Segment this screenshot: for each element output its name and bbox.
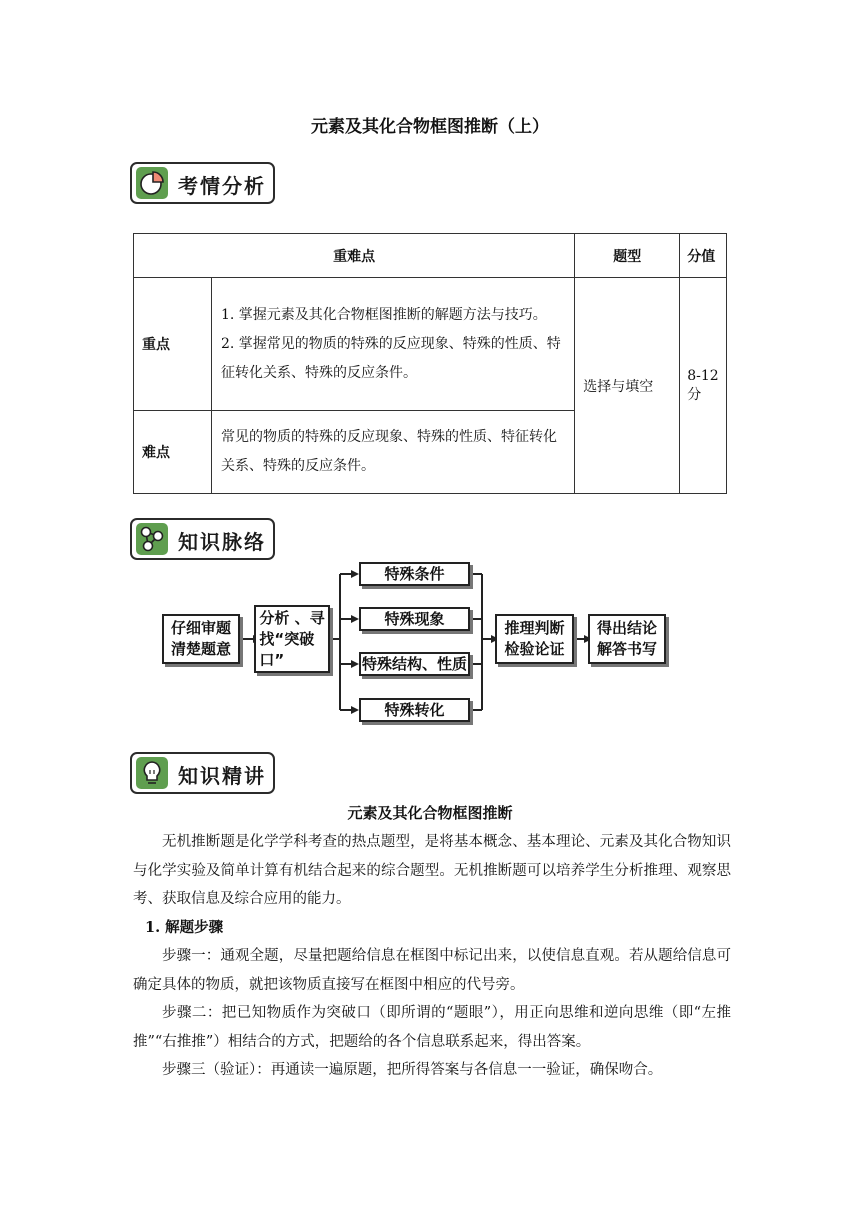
- flow-box-branch-phenomenon: 特殊现象: [359, 607, 470, 631]
- lecture-heading: 元素及其化合物框图推断: [347, 804, 513, 822]
- flow-box-find-breakthrough: [254, 605, 330, 673]
- flow-text: 口”: [259, 650, 285, 669]
- flow-text: 推理判断: [504, 619, 565, 637]
- step-two: 步骤二：把已知物质作为突破口（即所谓的“题眼”），用正向思维和逆向思维（即“左推推”“右推推”）相结合的方式，把题给的各个信息联系起来，得出答案。: [133, 1005, 731, 1050]
- flow-text: 检验论证: [504, 640, 565, 658]
- table-header-type: 题型: [575, 234, 680, 278]
- steps-heading: 1. 解题步骤: [145, 918, 224, 936]
- flow-box-infer: [495, 614, 574, 664]
- lightbulb-icon: [136, 757, 168, 789]
- flow-text: 分析 、寻: [259, 608, 325, 627]
- flow-box-branch-structure: 特殊结构、性质: [359, 652, 470, 676]
- table-cell-difficult-content: 常见的物质的特殊的反应现象、特殊的性质、特征转化关系、特殊的反应条件。: [212, 411, 575, 494]
- page-title: 元素及其化合物框图推断（上）: [311, 117, 549, 137]
- step-three: 步骤三（验证）：再通读一遍原题，把所得答案与各信息一一验证，确保吻合。: [162, 1062, 663, 1078]
- lecture-intro: 无机推断题是化学学科考查的热点题型，是将基本概念、基本理论、元素及其化合物知识与化学实验及简单计算有机结合起来的综合题型。无机推断题可以培养学生分析推理、观察思考、获取信息及综合应用的能力。: [133, 834, 731, 907]
- flow-text: 清楚题意: [170, 640, 231, 658]
- flow-text: 解答书写: [596, 640, 657, 658]
- flow-text: 得出结论: [596, 619, 657, 637]
- table-header-score: 分值: [680, 234, 727, 278]
- flow-text: 找“突破: [259, 629, 315, 648]
- table-row-difficult-label: 难点: [134, 411, 212, 494]
- table-row-key-label: 重点: [134, 278, 212, 411]
- section-label-network: 知识脉络: [178, 530, 266, 554]
- flow-text: 仔细审题: [170, 619, 231, 637]
- flow-box-read-question: [162, 614, 240, 664]
- flow-box-branch-transformation: 特殊转化: [359, 698, 470, 722]
- table-header-focus: 重难点: [134, 234, 575, 278]
- key-line-2: 2. 掌握常见的物质的特殊的反应现象、特殊的性质、特征转化关系、特殊的反应条件。: [221, 335, 561, 381]
- flow-box-branch-condition: 特殊条件: [359, 562, 470, 586]
- table-cell-score: 8-12 分: [680, 278, 727, 494]
- table-cell-type: 选择与填空: [575, 278, 680, 494]
- section-label-lecture: 知识精讲: [178, 764, 266, 788]
- step-one: 步骤一：通观全题，尽量把题给信息在框图中标记出来，以使信息直观。若从题给信息可确定具体的物质，就把该物质直接写在框图中相应的代号旁。: [133, 948, 731, 993]
- section-label-analysis: 考情分析: [178, 174, 266, 198]
- key-line-1: 1. 掌握元素及其化合物框图推断的解题方法与技巧。: [221, 306, 547, 323]
- lecture-body: [133, 828, 731, 1085]
- section-banner-lecture: [130, 752, 275, 794]
- flow-box-conclude: [588, 614, 666, 664]
